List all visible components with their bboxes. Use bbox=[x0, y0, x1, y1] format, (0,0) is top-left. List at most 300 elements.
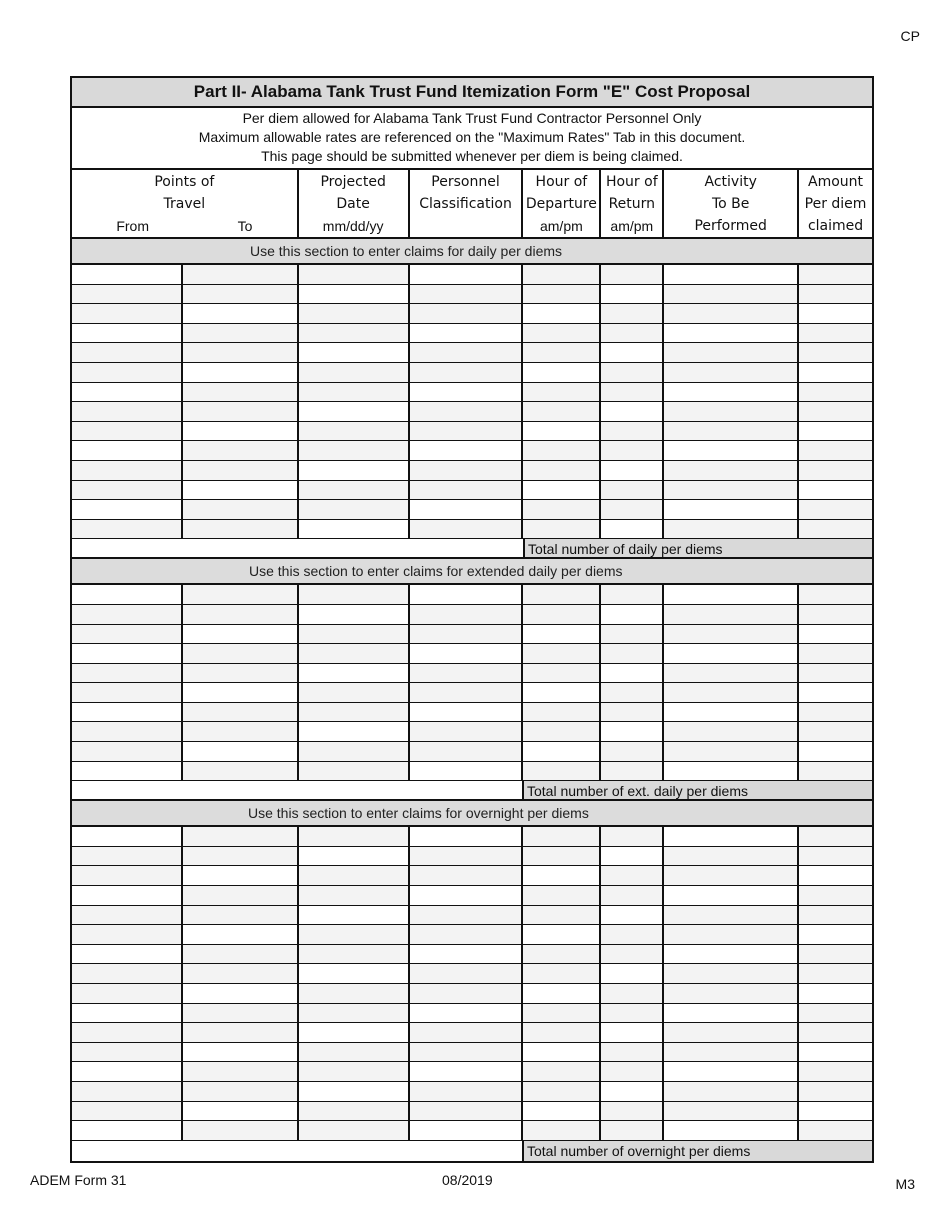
personnel-cell[interactable] bbox=[410, 827, 524, 846]
amount-cell[interactable] bbox=[799, 520, 872, 539]
amount-cell[interactable] bbox=[799, 906, 872, 925]
date-cell[interactable] bbox=[299, 625, 410, 644]
activity-cell[interactable] bbox=[664, 402, 799, 421]
date-cell[interactable] bbox=[299, 984, 410, 1003]
to-cell[interactable] bbox=[183, 762, 299, 781]
amount-cell[interactable] bbox=[799, 265, 872, 284]
amount-cell[interactable] bbox=[799, 500, 872, 519]
personnel-cell[interactable] bbox=[410, 1121, 524, 1140]
personnel-cell[interactable] bbox=[410, 664, 524, 683]
date-cell[interactable] bbox=[299, 644, 410, 663]
personnel-cell[interactable] bbox=[410, 304, 524, 323]
departure-cell[interactable] bbox=[523, 1004, 601, 1023]
return-cell[interactable] bbox=[601, 324, 664, 343]
from-cell[interactable] bbox=[72, 762, 183, 781]
from-cell[interactable] bbox=[72, 742, 183, 761]
from-cell[interactable] bbox=[72, 585, 183, 604]
from-cell[interactable] bbox=[72, 847, 183, 866]
departure-cell[interactable] bbox=[523, 500, 601, 519]
from-cell[interactable] bbox=[72, 1023, 183, 1042]
date-cell[interactable] bbox=[299, 664, 410, 683]
amount-cell[interactable] bbox=[799, 683, 872, 702]
to-cell[interactable] bbox=[183, 625, 299, 644]
departure-cell[interactable] bbox=[523, 722, 601, 741]
date-cell[interactable] bbox=[299, 481, 410, 500]
from-cell[interactable] bbox=[72, 984, 183, 1003]
departure-cell[interactable] bbox=[523, 304, 601, 323]
from-cell[interactable] bbox=[72, 383, 183, 402]
amount-cell[interactable] bbox=[799, 422, 872, 441]
return-cell[interactable] bbox=[601, 683, 664, 702]
date-cell[interactable] bbox=[299, 324, 410, 343]
amount-cell[interactable] bbox=[799, 886, 872, 905]
personnel-cell[interactable] bbox=[410, 585, 524, 604]
departure-cell[interactable] bbox=[523, 925, 601, 944]
amount-cell[interactable] bbox=[799, 585, 872, 604]
to-cell[interactable] bbox=[183, 324, 299, 343]
amount-cell[interactable] bbox=[799, 762, 872, 781]
personnel-cell[interactable] bbox=[410, 906, 524, 925]
to-cell[interactable] bbox=[183, 605, 299, 624]
return-cell[interactable] bbox=[601, 363, 664, 382]
to-cell[interactable] bbox=[183, 422, 299, 441]
to-cell[interactable] bbox=[183, 343, 299, 362]
to-cell[interactable] bbox=[183, 1082, 299, 1101]
date-cell[interactable] bbox=[299, 1023, 410, 1042]
date-cell[interactable] bbox=[299, 265, 410, 284]
to-cell[interactable] bbox=[183, 886, 299, 905]
return-cell[interactable] bbox=[601, 742, 664, 761]
amount-cell[interactable] bbox=[799, 343, 872, 362]
from-cell[interactable] bbox=[72, 906, 183, 925]
personnel-cell[interactable] bbox=[410, 742, 524, 761]
activity-cell[interactable] bbox=[664, 265, 799, 284]
activity-cell[interactable] bbox=[664, 742, 799, 761]
departure-cell[interactable] bbox=[523, 945, 601, 964]
to-cell[interactable] bbox=[183, 441, 299, 460]
amount-cell[interactable] bbox=[799, 285, 872, 304]
to-cell[interactable] bbox=[183, 461, 299, 480]
return-cell[interactable] bbox=[601, 847, 664, 866]
amount-cell[interactable] bbox=[799, 664, 872, 683]
date-cell[interactable] bbox=[299, 906, 410, 925]
return-cell[interactable] bbox=[601, 422, 664, 441]
amount-cell[interactable] bbox=[799, 1102, 872, 1121]
from-cell[interactable] bbox=[72, 265, 183, 284]
to-cell[interactable] bbox=[183, 500, 299, 519]
from-cell[interactable] bbox=[72, 520, 183, 539]
date-cell[interactable] bbox=[299, 422, 410, 441]
return-cell[interactable] bbox=[601, 906, 664, 925]
activity-cell[interactable] bbox=[664, 664, 799, 683]
to-cell[interactable] bbox=[183, 664, 299, 683]
personnel-cell[interactable] bbox=[410, 644, 524, 663]
activity-cell[interactable] bbox=[664, 886, 799, 905]
departure-cell[interactable] bbox=[523, 363, 601, 382]
return-cell[interactable] bbox=[601, 441, 664, 460]
from-cell[interactable] bbox=[72, 402, 183, 421]
departure-cell[interactable] bbox=[523, 984, 601, 1003]
return-cell[interactable] bbox=[601, 886, 664, 905]
departure-cell[interactable] bbox=[523, 520, 601, 539]
departure-cell[interactable] bbox=[523, 827, 601, 846]
return-cell[interactable] bbox=[601, 984, 664, 1003]
departure-cell[interactable] bbox=[523, 461, 601, 480]
departure-cell[interactable] bbox=[523, 964, 601, 983]
personnel-cell[interactable] bbox=[410, 1043, 524, 1062]
from-cell[interactable] bbox=[72, 866, 183, 885]
from-cell[interactable] bbox=[72, 461, 183, 480]
from-cell[interactable] bbox=[72, 422, 183, 441]
activity-cell[interactable] bbox=[664, 605, 799, 624]
return-cell[interactable] bbox=[601, 383, 664, 402]
from-cell[interactable] bbox=[72, 324, 183, 343]
personnel-cell[interactable] bbox=[410, 886, 524, 905]
departure-cell[interactable] bbox=[523, 324, 601, 343]
activity-cell[interactable] bbox=[664, 383, 799, 402]
amount-cell[interactable] bbox=[799, 964, 872, 983]
return-cell[interactable] bbox=[601, 925, 664, 944]
to-cell[interactable] bbox=[183, 906, 299, 925]
date-cell[interactable] bbox=[299, 722, 410, 741]
departure-cell[interactable] bbox=[523, 1062, 601, 1081]
personnel-cell[interactable] bbox=[410, 866, 524, 885]
date-cell[interactable] bbox=[299, 964, 410, 983]
from-cell[interactable] bbox=[72, 964, 183, 983]
to-cell[interactable] bbox=[183, 383, 299, 402]
amount-cell[interactable] bbox=[799, 605, 872, 624]
departure-cell[interactable] bbox=[523, 1023, 601, 1042]
to-cell[interactable] bbox=[183, 722, 299, 741]
return-cell[interactable] bbox=[601, 722, 664, 741]
amount-cell[interactable] bbox=[799, 441, 872, 460]
return-cell[interactable] bbox=[601, 461, 664, 480]
personnel-cell[interactable] bbox=[410, 363, 524, 382]
personnel-cell[interactable] bbox=[410, 265, 524, 284]
activity-cell[interactable] bbox=[664, 644, 799, 663]
date-cell[interactable] bbox=[299, 343, 410, 362]
to-cell[interactable] bbox=[183, 285, 299, 304]
activity-cell[interactable] bbox=[664, 945, 799, 964]
to-cell[interactable] bbox=[183, 964, 299, 983]
from-cell[interactable] bbox=[72, 605, 183, 624]
to-cell[interactable] bbox=[183, 1043, 299, 1062]
personnel-cell[interactable] bbox=[410, 703, 524, 722]
activity-cell[interactable] bbox=[664, 827, 799, 846]
from-cell[interactable] bbox=[72, 644, 183, 663]
to-cell[interactable] bbox=[183, 984, 299, 1003]
departure-cell[interactable] bbox=[523, 847, 601, 866]
amount-cell[interactable] bbox=[799, 1062, 872, 1081]
date-cell[interactable] bbox=[299, 1121, 410, 1140]
from-cell[interactable] bbox=[72, 1102, 183, 1121]
date-cell[interactable] bbox=[299, 441, 410, 460]
date-cell[interactable] bbox=[299, 383, 410, 402]
date-cell[interactable] bbox=[299, 1004, 410, 1023]
activity-cell[interactable] bbox=[664, 847, 799, 866]
activity-cell[interactable] bbox=[664, 722, 799, 741]
date-cell[interactable] bbox=[299, 1043, 410, 1062]
departure-cell[interactable] bbox=[523, 1043, 601, 1062]
personnel-cell[interactable] bbox=[410, 1102, 524, 1121]
from-cell[interactable] bbox=[72, 945, 183, 964]
to-cell[interactable] bbox=[183, 742, 299, 761]
departure-cell[interactable] bbox=[523, 886, 601, 905]
activity-cell[interactable] bbox=[664, 1043, 799, 1062]
from-cell[interactable] bbox=[72, 1043, 183, 1062]
activity-cell[interactable] bbox=[664, 762, 799, 781]
activity-cell[interactable] bbox=[664, 1004, 799, 1023]
departure-cell[interactable] bbox=[523, 383, 601, 402]
departure-cell[interactable] bbox=[523, 605, 601, 624]
personnel-cell[interactable] bbox=[410, 964, 524, 983]
date-cell[interactable] bbox=[299, 945, 410, 964]
return-cell[interactable] bbox=[601, 664, 664, 683]
return-cell[interactable] bbox=[601, 265, 664, 284]
activity-cell[interactable] bbox=[664, 1023, 799, 1042]
return-cell[interactable] bbox=[601, 285, 664, 304]
return-cell[interactable] bbox=[601, 585, 664, 604]
personnel-cell[interactable] bbox=[410, 1062, 524, 1081]
personnel-cell[interactable] bbox=[410, 945, 524, 964]
return-cell[interactable] bbox=[601, 644, 664, 663]
personnel-cell[interactable] bbox=[410, 520, 524, 539]
personnel-cell[interactable] bbox=[410, 441, 524, 460]
date-cell[interactable] bbox=[299, 363, 410, 382]
from-cell[interactable] bbox=[72, 722, 183, 741]
date-cell[interactable] bbox=[299, 886, 410, 905]
personnel-cell[interactable] bbox=[410, 285, 524, 304]
date-cell[interactable] bbox=[299, 402, 410, 421]
to-cell[interactable] bbox=[183, 402, 299, 421]
date-cell[interactable] bbox=[299, 1102, 410, 1121]
from-cell[interactable] bbox=[72, 343, 183, 362]
activity-cell[interactable] bbox=[664, 866, 799, 885]
activity-cell[interactable] bbox=[664, 422, 799, 441]
to-cell[interactable] bbox=[183, 1023, 299, 1042]
to-cell[interactable] bbox=[183, 481, 299, 500]
date-cell[interactable] bbox=[299, 585, 410, 604]
return-cell[interactable] bbox=[601, 1043, 664, 1062]
activity-cell[interactable] bbox=[664, 585, 799, 604]
activity-cell[interactable] bbox=[664, 285, 799, 304]
to-cell[interactable] bbox=[183, 1004, 299, 1023]
activity-cell[interactable] bbox=[664, 625, 799, 644]
activity-cell[interactable] bbox=[664, 1121, 799, 1140]
from-cell[interactable] bbox=[72, 285, 183, 304]
activity-cell[interactable] bbox=[664, 481, 799, 500]
personnel-cell[interactable] bbox=[410, 461, 524, 480]
from-cell[interactable] bbox=[72, 683, 183, 702]
departure-cell[interactable] bbox=[523, 644, 601, 663]
date-cell[interactable] bbox=[299, 703, 410, 722]
from-cell[interactable] bbox=[72, 703, 183, 722]
activity-cell[interactable] bbox=[664, 703, 799, 722]
personnel-cell[interactable] bbox=[410, 1082, 524, 1101]
amount-cell[interactable] bbox=[799, 481, 872, 500]
return-cell[interactable] bbox=[601, 481, 664, 500]
date-cell[interactable] bbox=[299, 1062, 410, 1081]
activity-cell[interactable] bbox=[664, 1102, 799, 1121]
from-cell[interactable] bbox=[72, 363, 183, 382]
to-cell[interactable] bbox=[183, 1102, 299, 1121]
activity-cell[interactable] bbox=[664, 984, 799, 1003]
date-cell[interactable] bbox=[299, 866, 410, 885]
amount-cell[interactable] bbox=[799, 1004, 872, 1023]
activity-cell[interactable] bbox=[664, 461, 799, 480]
date-cell[interactable] bbox=[299, 683, 410, 702]
departure-cell[interactable] bbox=[523, 1082, 601, 1101]
personnel-cell[interactable] bbox=[410, 925, 524, 944]
from-cell[interactable] bbox=[72, 1062, 183, 1081]
personnel-cell[interactable] bbox=[410, 984, 524, 1003]
amount-cell[interactable] bbox=[799, 1082, 872, 1101]
to-cell[interactable] bbox=[183, 644, 299, 663]
amount-cell[interactable] bbox=[799, 402, 872, 421]
to-cell[interactable] bbox=[183, 945, 299, 964]
return-cell[interactable] bbox=[601, 500, 664, 519]
amount-cell[interactable] bbox=[799, 984, 872, 1003]
return-cell[interactable] bbox=[601, 945, 664, 964]
return-cell[interactable] bbox=[601, 1004, 664, 1023]
return-cell[interactable] bbox=[601, 1082, 664, 1101]
return-cell[interactable] bbox=[601, 625, 664, 644]
personnel-cell[interactable] bbox=[410, 402, 524, 421]
personnel-cell[interactable] bbox=[410, 847, 524, 866]
amount-cell[interactable] bbox=[799, 866, 872, 885]
departure-cell[interactable] bbox=[523, 625, 601, 644]
from-cell[interactable] bbox=[72, 1082, 183, 1101]
amount-cell[interactable] bbox=[799, 461, 872, 480]
departure-cell[interactable] bbox=[523, 402, 601, 421]
personnel-cell[interactable] bbox=[410, 500, 524, 519]
to-cell[interactable] bbox=[183, 304, 299, 323]
activity-cell[interactable] bbox=[664, 925, 799, 944]
return-cell[interactable] bbox=[601, 827, 664, 846]
personnel-cell[interactable] bbox=[410, 625, 524, 644]
date-cell[interactable] bbox=[299, 847, 410, 866]
return-cell[interactable] bbox=[601, 703, 664, 722]
activity-cell[interactable] bbox=[664, 500, 799, 519]
to-cell[interactable] bbox=[183, 585, 299, 604]
personnel-cell[interactable] bbox=[410, 683, 524, 702]
personnel-cell[interactable] bbox=[410, 762, 524, 781]
date-cell[interactable] bbox=[299, 762, 410, 781]
to-cell[interactable] bbox=[183, 847, 299, 866]
return-cell[interactable] bbox=[601, 1121, 664, 1140]
personnel-cell[interactable] bbox=[410, 481, 524, 500]
amount-cell[interactable] bbox=[799, 363, 872, 382]
departure-cell[interactable] bbox=[523, 906, 601, 925]
from-cell[interactable] bbox=[72, 500, 183, 519]
from-cell[interactable] bbox=[72, 1121, 183, 1140]
personnel-cell[interactable] bbox=[410, 383, 524, 402]
from-cell[interactable] bbox=[72, 304, 183, 323]
amount-cell[interactable] bbox=[799, 1023, 872, 1042]
from-cell[interactable] bbox=[72, 625, 183, 644]
activity-cell[interactable] bbox=[664, 964, 799, 983]
date-cell[interactable] bbox=[299, 500, 410, 519]
to-cell[interactable] bbox=[183, 866, 299, 885]
activity-cell[interactable] bbox=[664, 324, 799, 343]
activity-cell[interactable] bbox=[664, 363, 799, 382]
from-cell[interactable] bbox=[72, 886, 183, 905]
date-cell[interactable] bbox=[299, 285, 410, 304]
activity-cell[interactable] bbox=[664, 906, 799, 925]
return-cell[interactable] bbox=[601, 343, 664, 362]
from-cell[interactable] bbox=[72, 925, 183, 944]
date-cell[interactable] bbox=[299, 605, 410, 624]
amount-cell[interactable] bbox=[799, 847, 872, 866]
departure-cell[interactable] bbox=[523, 683, 601, 702]
return-cell[interactable] bbox=[601, 402, 664, 421]
departure-cell[interactable] bbox=[523, 762, 601, 781]
date-cell[interactable] bbox=[299, 925, 410, 944]
from-cell[interactable] bbox=[72, 664, 183, 683]
date-cell[interactable] bbox=[299, 461, 410, 480]
personnel-cell[interactable] bbox=[410, 605, 524, 624]
from-cell[interactable] bbox=[72, 827, 183, 846]
to-cell[interactable] bbox=[183, 925, 299, 944]
date-cell[interactable] bbox=[299, 304, 410, 323]
to-cell[interactable] bbox=[183, 683, 299, 702]
from-cell[interactable] bbox=[72, 441, 183, 460]
activity-cell[interactable] bbox=[664, 520, 799, 539]
amount-cell[interactable] bbox=[799, 383, 872, 402]
amount-cell[interactable] bbox=[799, 945, 872, 964]
amount-cell[interactable] bbox=[799, 625, 872, 644]
date-cell[interactable] bbox=[299, 520, 410, 539]
activity-cell[interactable] bbox=[664, 343, 799, 362]
departure-cell[interactable] bbox=[523, 265, 601, 284]
return-cell[interactable] bbox=[601, 304, 664, 323]
activity-cell[interactable] bbox=[664, 441, 799, 460]
return-cell[interactable] bbox=[601, 605, 664, 624]
amount-cell[interactable] bbox=[799, 827, 872, 846]
activity-cell[interactable] bbox=[664, 683, 799, 702]
departure-cell[interactable] bbox=[523, 703, 601, 722]
amount-cell[interactable] bbox=[799, 304, 872, 323]
departure-cell[interactable] bbox=[523, 285, 601, 304]
date-cell[interactable] bbox=[299, 827, 410, 846]
from-cell[interactable] bbox=[72, 1004, 183, 1023]
to-cell[interactable] bbox=[183, 265, 299, 284]
personnel-cell[interactable] bbox=[410, 1004, 524, 1023]
amount-cell[interactable] bbox=[799, 644, 872, 663]
departure-cell[interactable] bbox=[523, 1102, 601, 1121]
to-cell[interactable] bbox=[183, 363, 299, 382]
amount-cell[interactable] bbox=[799, 742, 872, 761]
personnel-cell[interactable] bbox=[410, 722, 524, 741]
personnel-cell[interactable] bbox=[410, 343, 524, 362]
return-cell[interactable] bbox=[601, 762, 664, 781]
amount-cell[interactable] bbox=[799, 1043, 872, 1062]
amount-cell[interactable] bbox=[799, 722, 872, 741]
return-cell[interactable] bbox=[601, 520, 664, 539]
date-cell[interactable] bbox=[299, 742, 410, 761]
return-cell[interactable] bbox=[601, 1023, 664, 1042]
personnel-cell[interactable] bbox=[410, 1023, 524, 1042]
departure-cell[interactable] bbox=[523, 742, 601, 761]
amount-cell[interactable] bbox=[799, 324, 872, 343]
return-cell[interactable] bbox=[601, 1102, 664, 1121]
departure-cell[interactable] bbox=[523, 1121, 601, 1140]
to-cell[interactable] bbox=[183, 827, 299, 846]
departure-cell[interactable] bbox=[523, 441, 601, 460]
departure-cell[interactable] bbox=[523, 664, 601, 683]
activity-cell[interactable] bbox=[664, 1082, 799, 1101]
return-cell[interactable] bbox=[601, 866, 664, 885]
